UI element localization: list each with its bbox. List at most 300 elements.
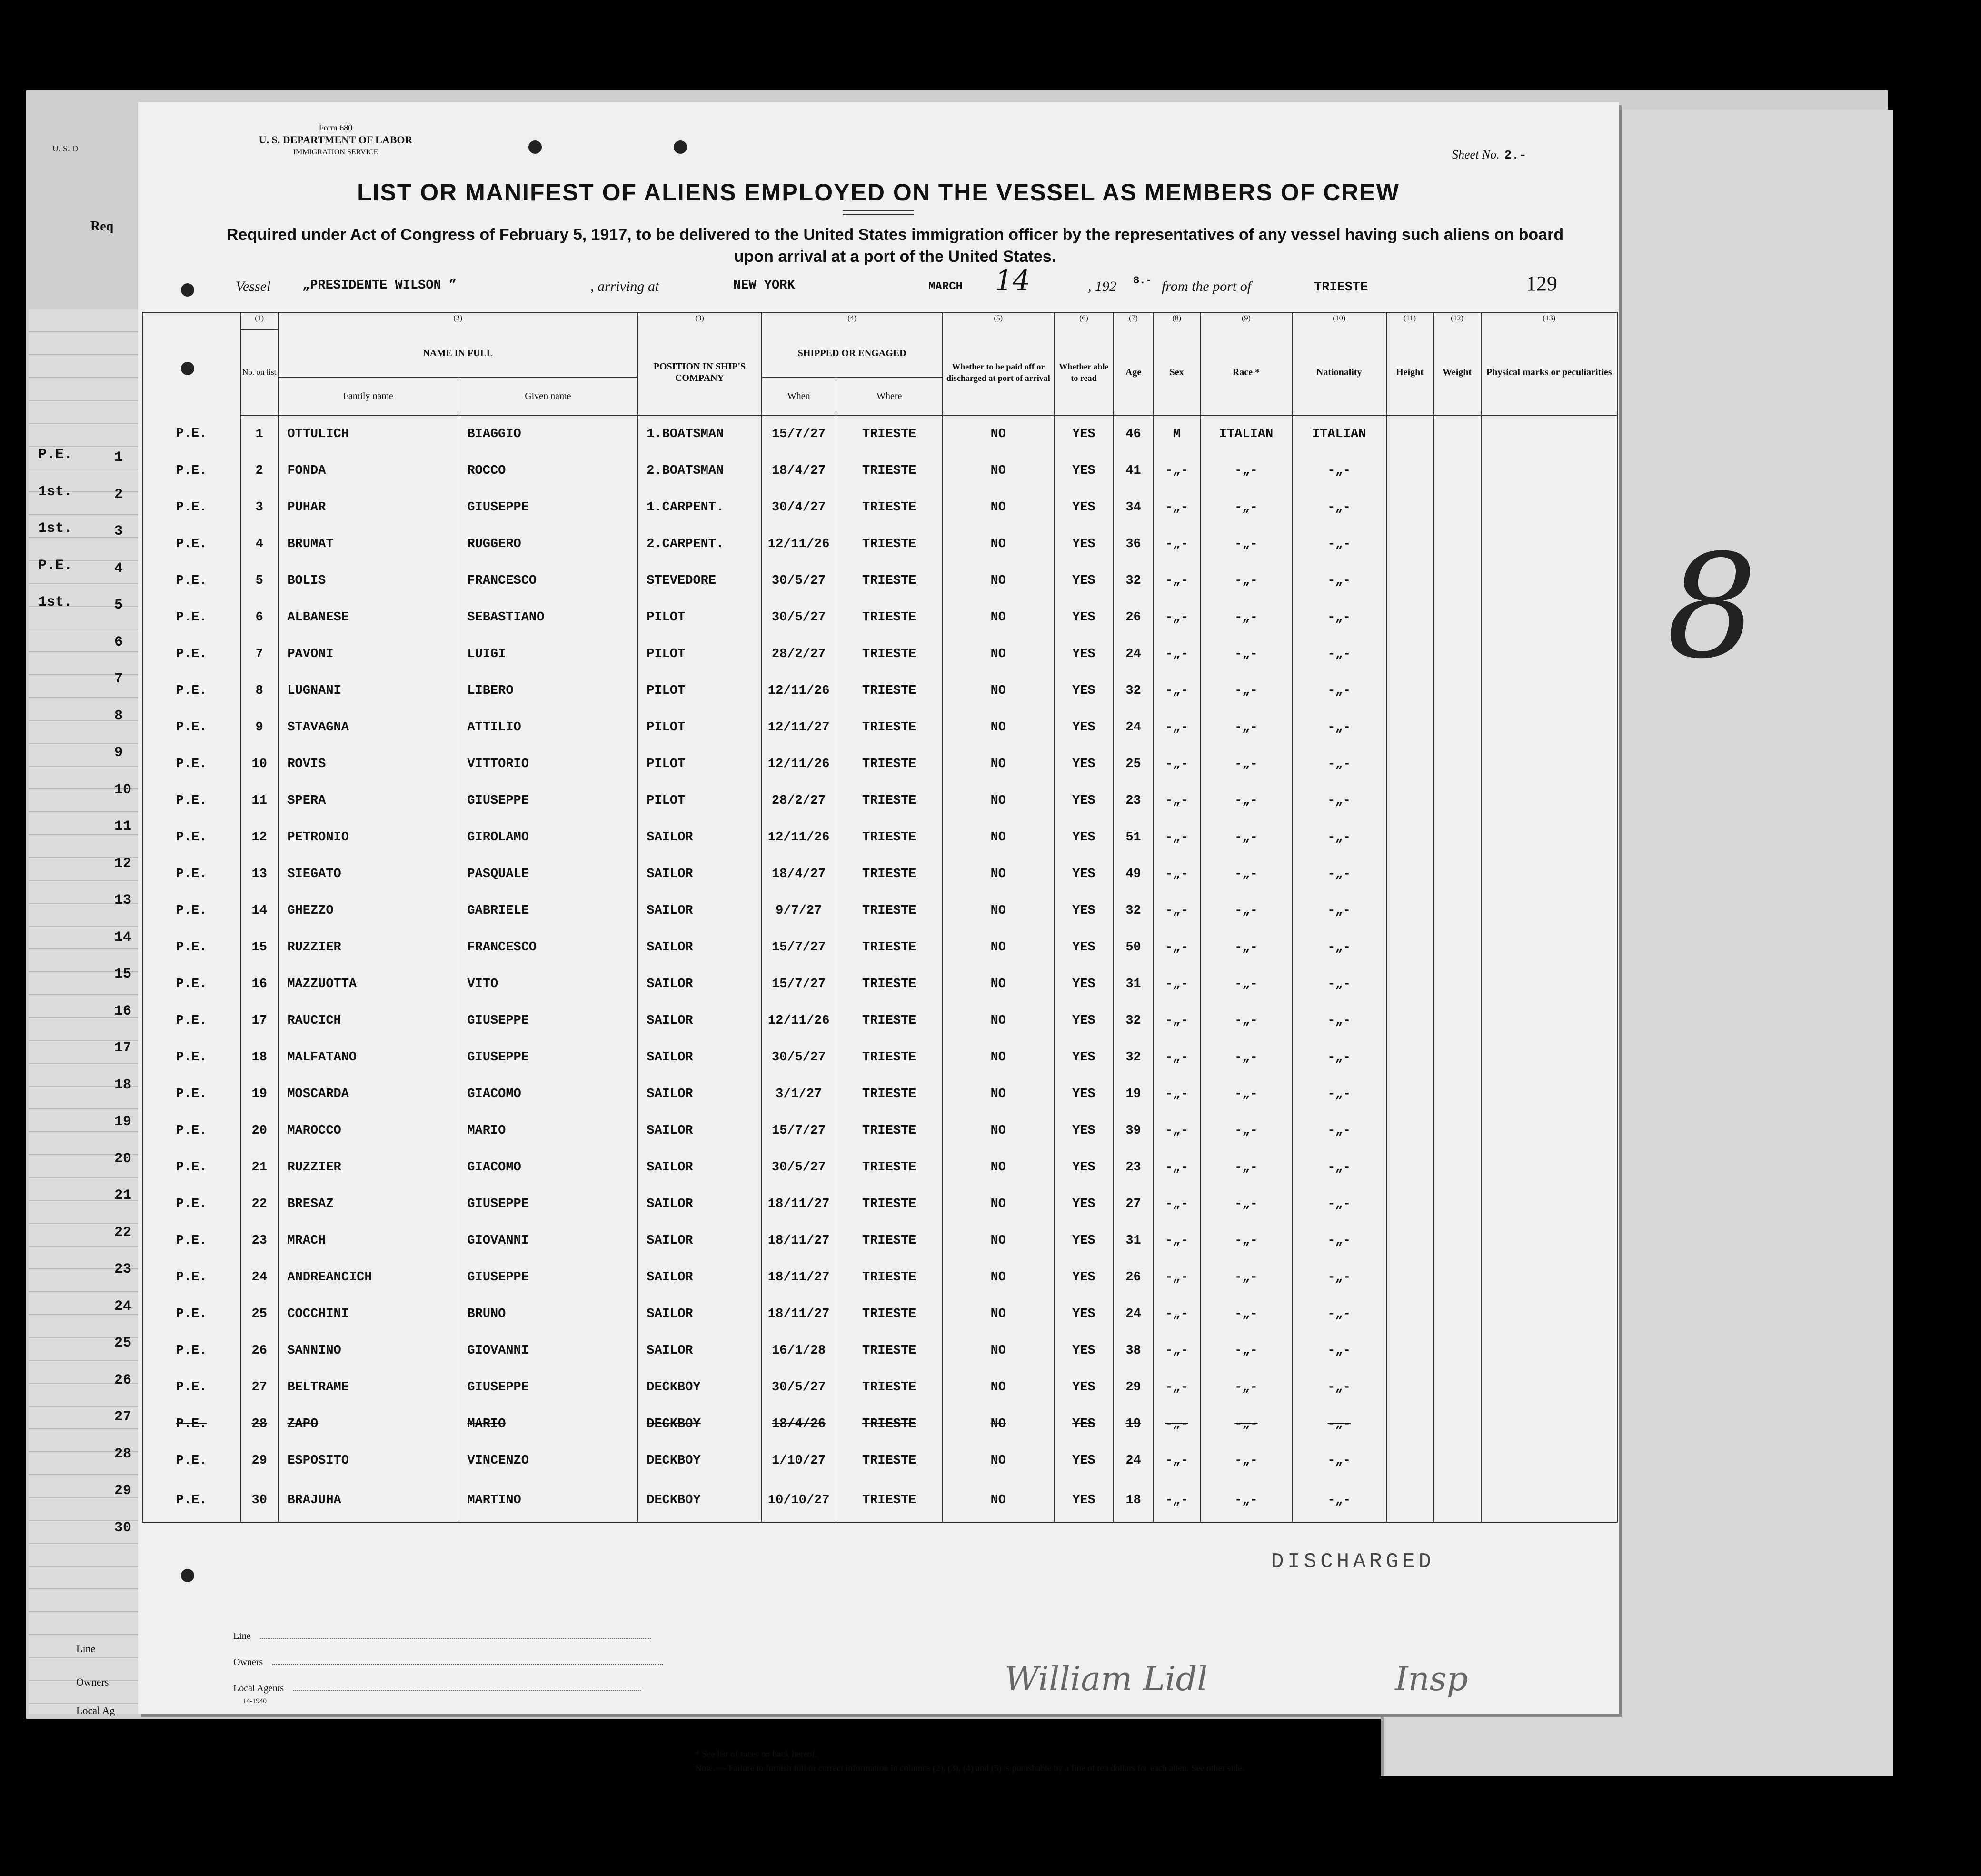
table-row [142, 1259, 1617, 1296]
race-cell: -„- [1200, 1149, 1292, 1186]
family-name-cell: ANDREANCICH [278, 1259, 458, 1296]
sex-cell: -„- [1153, 562, 1200, 599]
paid-off-cell: NO [943, 526, 1054, 562]
sex-cell: -„- [1153, 1332, 1200, 1369]
paid-off-cell: NO [943, 1039, 1054, 1076]
left-strip-row [29, 733, 152, 771]
shipped-where-cell: TRIESTE [836, 1186, 943, 1222]
row-tag-cell: P.E. [142, 709, 240, 746]
row-tag-cell: P.E. [142, 562, 240, 599]
row-number-cell: 18 [240, 1039, 278, 1076]
sex-header: Sex [1153, 329, 1200, 415]
position-cell: PILOT [637, 709, 761, 746]
given-name-cell: SEBASTIANO [458, 599, 637, 636]
sex-cell: -„- [1153, 1442, 1200, 1479]
race-cell: -„- [1200, 966, 1292, 1002]
age-cell: 32 [1114, 1039, 1153, 1076]
able-to-read-cell: YES [1054, 672, 1114, 709]
family-name-cell: OTTULICH [278, 415, 458, 452]
nationality-cell: -„- [1292, 526, 1386, 562]
row-tag-cell: P.E. [142, 599, 240, 636]
left-strip-number: 2 [114, 486, 123, 503]
punch-hole [528, 140, 542, 154]
height-cell [1386, 746, 1433, 782]
punch-hole [674, 140, 687, 154]
nationality-cell: -„- [1292, 929, 1386, 966]
left-strip-number: 15 [114, 966, 132, 982]
weight-cell [1433, 1076, 1481, 1112]
left-strip-row [29, 1250, 152, 1288]
shipped-where-cell: TRIESTE [836, 929, 943, 966]
race-cell: -„- [1200, 452, 1292, 489]
left-strip-number: 29 [114, 1483, 132, 1499]
able-to-read-cell: YES [1054, 1149, 1114, 1186]
paid-off-cell: NO [943, 819, 1054, 856]
left-strip-row [29, 955, 152, 993]
shipped-where-cell: TRIESTE [836, 819, 943, 856]
nationality-cell: -„- [1292, 636, 1386, 672]
position-cell: SAILOR [637, 929, 761, 966]
row-number-cell: 2 [240, 452, 278, 489]
row-tag-cell: P.E. [142, 892, 240, 929]
title-ornament [843, 210, 914, 215]
weight-cell [1433, 599, 1481, 636]
row-tag-cell: P.E. [142, 1332, 240, 1369]
paid-off-header: Whether to be paid off or discharged at port of arrival [943, 329, 1054, 415]
height-cell [1386, 415, 1433, 452]
row-tag-cell: P.E. [142, 415, 240, 452]
crew-manifest-table [142, 312, 1618, 1523]
height-cell [1386, 1186, 1433, 1222]
shipped-when-cell: 30/5/27 [762, 1149, 836, 1186]
shipped-where-cell: TRIESTE [836, 599, 943, 636]
physical-marks-cell [1481, 819, 1618, 856]
left-strip-row [29, 844, 152, 882]
race-cell: -„- [1200, 782, 1292, 819]
handwritten-mark: 8 [1666, 524, 1757, 690]
paid-off-cell: NO [943, 1296, 1054, 1332]
row-tag-cell: P.E. [142, 819, 240, 856]
sex-cell: -„- [1153, 1149, 1200, 1186]
row-number-cell: 22 [240, 1186, 278, 1222]
left-strip-row [29, 1102, 152, 1140]
nationality-cell: -„- [1292, 782, 1386, 819]
nationality-cell: -„- [1292, 672, 1386, 709]
sex-cell: -„- [1153, 599, 1200, 636]
shipped-when-cell: 12/11/26 [762, 672, 836, 709]
sex-cell: -„- [1153, 819, 1200, 856]
physical-marks-cell [1481, 599, 1618, 636]
nationality-cell: -„- [1292, 1406, 1386, 1442]
row-number-cell: 4 [240, 526, 278, 562]
age-cell: 24 [1114, 1442, 1153, 1479]
left-strip-row [29, 512, 152, 550]
nationality-cell: ITALIAN [1292, 415, 1386, 452]
given-name-cell: MARIO [458, 1406, 637, 1442]
able-to-read-cell: YES [1054, 636, 1114, 672]
race-cell: -„- [1200, 599, 1292, 636]
race-header: Race * [1200, 329, 1292, 415]
family-name-cell: PAVONI [278, 636, 458, 672]
footer-owners [233, 1657, 663, 1668]
left-strip-number: 17 [114, 1040, 132, 1056]
able-to-read-cell: YES [1054, 1442, 1114, 1479]
height-cell [1386, 966, 1433, 1002]
race-cell: ITALIAN [1200, 415, 1292, 452]
family-name-cell: PETRONIO [278, 819, 458, 856]
shipped-where-cell: TRIESTE [836, 709, 943, 746]
given-name-cell: LIBERO [458, 672, 637, 709]
left-strip-mark: 1st. [38, 594, 73, 610]
left-strip-row [29, 659, 152, 698]
arriving-label: , arriving at [590, 279, 659, 294]
race-cell: -„- [1200, 489, 1292, 526]
weight-cell [1433, 1332, 1481, 1369]
paid-off-cell: NO [943, 452, 1054, 489]
left-strip-row [29, 1397, 152, 1436]
left-strip-owners: Owners [76, 1676, 109, 1688]
physical-marks-cell [1481, 1259, 1618, 1296]
row-number-cell: 29 [240, 1442, 278, 1479]
physical-marks-cell [1481, 1442, 1618, 1479]
left-strip-number: 28 [114, 1446, 132, 1462]
age-cell: 51 [1114, 819, 1153, 856]
position-cell: SAILOR [637, 1222, 761, 1259]
left-strip-row [29, 438, 152, 476]
race-cell: -„- [1200, 1222, 1292, 1259]
col-num-4: (4) [762, 312, 943, 329]
able-to-read-cell: YES [1054, 1369, 1114, 1406]
left-strip-row [29, 1361, 152, 1399]
physical-marks-cell [1481, 966, 1618, 1002]
age-cell: 38 [1114, 1332, 1153, 1369]
age-cell: 18 [1114, 1479, 1153, 1522]
shipped-where-cell: TRIESTE [836, 856, 943, 892]
race-cell: -„- [1200, 1406, 1292, 1442]
physical-marks-cell [1481, 782, 1618, 819]
row-number-cell: 12 [240, 819, 278, 856]
position-cell: DECKBOY [637, 1479, 761, 1522]
row-tag-cell: P.E. [142, 1076, 240, 1112]
row-tag-cell: P.E. [142, 1112, 240, 1149]
height-cell [1386, 1076, 1433, 1112]
weight-cell [1433, 1112, 1481, 1149]
able-to-read-cell: YES [1054, 1039, 1114, 1076]
sex-cell: M [1153, 415, 1200, 452]
sex-cell: -„- [1153, 1406, 1200, 1442]
sex-cell: -„- [1153, 1369, 1200, 1406]
punch-hole [181, 283, 194, 297]
from-label: from the port of [1162, 279, 1252, 294]
age-cell: 41 [1114, 452, 1153, 489]
physical-marks-cell [1481, 526, 1618, 562]
left-strip-number: 4 [114, 560, 123, 577]
arriving-port: NEW YORK [733, 279, 795, 293]
family-name-cell: GHEZZO [278, 892, 458, 929]
paid-off-cell: NO [943, 929, 1054, 966]
row-tag-cell: P.E. [142, 782, 240, 819]
race-cell: -„- [1200, 1002, 1292, 1039]
age-cell: 24 [1114, 709, 1153, 746]
left-strip-number: 22 [114, 1224, 132, 1241]
physical-marks-header: Physical marks or peculiarities [1481, 329, 1618, 415]
paid-off-cell: NO [943, 709, 1054, 746]
position-cell: STEVEDORE [637, 562, 761, 599]
left-strip-row [29, 770, 152, 808]
height-cell [1386, 709, 1433, 746]
row-tag-cell: P.E. [142, 1259, 240, 1296]
form-header [236, 121, 436, 159]
weight-cell [1433, 929, 1481, 966]
left-strip-row [29, 807, 152, 845]
shipped-when-cell: 18/4/27 [762, 856, 836, 892]
shipped-where-cell: TRIESTE [836, 1442, 943, 1479]
race-cell: -„- [1200, 1442, 1292, 1479]
race-cell: -„- [1200, 929, 1292, 966]
shipped-where-cell: TRIESTE [836, 489, 943, 526]
height-cell [1386, 1442, 1433, 1479]
given-name-cell: LUIGI [458, 636, 637, 672]
row-tag-cell: P.E. [142, 1222, 240, 1259]
paid-off-cell: NO [943, 1149, 1054, 1186]
weight-cell [1433, 1369, 1481, 1406]
nationality-cell: -„- [1292, 892, 1386, 929]
shipped-when-cell: 18/4/27 [762, 452, 836, 489]
footer-line-label: Line [233, 1631, 251, 1641]
weight-cell [1433, 782, 1481, 819]
family-name-cell: STAVAGNA [278, 709, 458, 746]
position-cell: SAILOR [637, 1186, 761, 1222]
physical-marks-cell [1481, 1149, 1618, 1186]
left-strip-mark: 1st. [38, 483, 73, 500]
position-cell: PILOT [637, 636, 761, 672]
height-cell [1386, 1296, 1433, 1332]
able-to-read-cell: YES [1054, 819, 1114, 856]
shipped-where-cell: TRIESTE [836, 562, 943, 599]
position-cell: 1.BOATSMAN [637, 415, 761, 452]
able-to-read-cell: YES [1054, 1076, 1114, 1112]
row-number-cell: 16 [240, 966, 278, 1002]
row-number-cell: 7 [240, 636, 278, 672]
table-row [142, 1479, 1617, 1522]
col-num-6: (6) [1054, 312, 1114, 329]
age-cell: 24 [1114, 1296, 1153, 1332]
shipped-when-cell: 1/10/27 [762, 1442, 836, 1479]
height-cell [1386, 1112, 1433, 1149]
given-name-cell: RUGGERO [458, 526, 637, 562]
sex-cell: -„- [1153, 1222, 1200, 1259]
row-number-cell: 8 [240, 672, 278, 709]
age-cell: 23 [1114, 782, 1153, 819]
paid-off-cell: NO [943, 1332, 1054, 1369]
table-row [142, 489, 1617, 526]
height-cell [1386, 929, 1433, 966]
able-to-read-cell: YES [1054, 1296, 1114, 1332]
row-number-cell: 23 [240, 1222, 278, 1259]
shipped-where-cell: TRIESTE [836, 526, 943, 562]
race-cell: -„- [1200, 636, 1292, 672]
given-name-cell: GIOVANNI [458, 1332, 637, 1369]
family-name-cell: BRAJUHA [278, 1479, 458, 1522]
given-name-cell: GIOVANNI [458, 1222, 637, 1259]
table-row [142, 1002, 1617, 1039]
paid-off-cell: NO [943, 599, 1054, 636]
footer-local-agents-label: Local Agents [233, 1683, 284, 1694]
physical-marks-cell [1481, 1076, 1618, 1112]
row-number-cell: 27 [240, 1369, 278, 1406]
race-cell: -„- [1200, 672, 1292, 709]
footer-notes [695, 1747, 1576, 1776]
paid-off-cell: NO [943, 636, 1054, 672]
row-number-cell: 5 [240, 562, 278, 599]
row-tag-cell: P.E. [142, 1296, 240, 1332]
age-cell: 39 [1114, 1112, 1153, 1149]
able-to-read-cell: YES [1054, 562, 1114, 599]
paid-off-cell: NO [943, 1369, 1054, 1406]
physical-marks-cell [1481, 1406, 1618, 1442]
shipped-when-cell: 10/10/27 [762, 1479, 836, 1522]
position-cell: SAILOR [637, 819, 761, 856]
left-strip-mark: P.E. [38, 557, 73, 574]
left-strip-number: 14 [114, 929, 132, 946]
height-cell [1386, 1002, 1433, 1039]
row-tag-cell: P.E. [142, 526, 240, 562]
left-strip-number: 21 [114, 1187, 132, 1204]
height-cell [1386, 819, 1433, 856]
age-cell: 36 [1114, 526, 1153, 562]
able-to-read-cell: YES [1054, 966, 1114, 1002]
left-strip-number: 8 [114, 708, 123, 724]
able-to-read-cell: YES [1054, 1332, 1114, 1369]
nationality-cell: -„- [1292, 966, 1386, 1002]
given-name-cell: GIUSEPPE [458, 1039, 637, 1076]
col-num-3: (3) [637, 312, 761, 329]
given-name-cell: GIUSEPPE [458, 782, 637, 819]
height-cell [1386, 856, 1433, 892]
table-row [142, 1076, 1617, 1112]
position-cell: SAILOR [637, 892, 761, 929]
weight-cell [1433, 1442, 1481, 1479]
left-strip-number: 19 [114, 1114, 132, 1130]
row-number-cell: 24 [240, 1259, 278, 1296]
height-cell [1386, 1259, 1433, 1296]
left-strip-number: 1 [114, 449, 123, 466]
family-name-cell: BRUMAT [278, 526, 458, 562]
given-name-cell: GIROLAMO [458, 819, 637, 856]
paid-off-cell: NO [943, 1222, 1054, 1259]
race-cell: -„- [1200, 892, 1292, 929]
able-to-read-header: Whether able to read [1054, 329, 1114, 415]
footer-line-blank [260, 1638, 651, 1639]
race-cell: -„- [1200, 1332, 1292, 1369]
race-note: * See list of races on back hereof. [695, 1749, 817, 1759]
sex-cell: -„- [1153, 966, 1200, 1002]
weight-cell [1433, 1296, 1481, 1332]
nationality-cell: -„- [1292, 746, 1386, 782]
row-number-cell: 14 [240, 892, 278, 929]
able-to-read-cell: YES [1054, 929, 1114, 966]
left-strip-row [29, 1287, 152, 1325]
physical-marks-cell [1481, 856, 1618, 892]
row-number-cell: 26 [240, 1332, 278, 1369]
able-to-read-cell: YES [1054, 746, 1114, 782]
nationality-cell: -„- [1292, 1149, 1386, 1186]
family-name-cell: SPERA [278, 782, 458, 819]
age-cell: 24 [1114, 636, 1153, 672]
weight-cell [1433, 415, 1481, 452]
shipped-where-cell: TRIESTE [836, 1259, 943, 1296]
given-name-cell: GIUSEPPE [458, 1369, 637, 1406]
able-to-read-cell: YES [1054, 782, 1114, 819]
vessel-label: Vessel [236, 279, 271, 294]
left-strip-dept: U. S. D [52, 144, 79, 153]
row-tag-cell: P.E. [142, 1369, 240, 1406]
family-name-cell: RUZZIER [278, 1149, 458, 1186]
family-name-cell: LUGNANI [278, 672, 458, 709]
weight-cell [1433, 1149, 1481, 1186]
when-header: When [762, 377, 836, 415]
family-name-cell: MALFATANO [278, 1039, 458, 1076]
table-row [142, 1222, 1617, 1259]
left-strip-number: 20 [114, 1150, 132, 1167]
position-cell: 2.BOATSMAN [637, 452, 761, 489]
age-cell: 19 [1114, 1406, 1153, 1442]
position-cell: SAILOR [637, 1039, 761, 1076]
left-strip-row [29, 623, 152, 661]
physical-marks-cell [1481, 1039, 1618, 1076]
shipped-when-cell: 18/11/27 [762, 1186, 836, 1222]
table-row [142, 672, 1617, 709]
able-to-read-cell: YES [1054, 599, 1114, 636]
able-to-read-cell: YES [1054, 892, 1114, 929]
shipped-where-cell: TRIESTE [836, 1369, 943, 1406]
weight-cell [1433, 452, 1481, 489]
nationality-cell: -„- [1292, 856, 1386, 892]
left-strip-row [29, 475, 152, 513]
arrival-month: MARCH [928, 280, 963, 293]
shipped-when-cell: 30/4/27 [762, 489, 836, 526]
shipped-where-cell: TRIESTE [836, 415, 943, 452]
able-to-read-cell: YES [1054, 489, 1114, 526]
able-to-read-cell: YES [1054, 526, 1114, 562]
col-num-11: (11) [1386, 312, 1433, 329]
paid-off-cell: NO [943, 1076, 1054, 1112]
shipped-when-cell: 15/7/27 [762, 415, 836, 452]
shipped-when-cell: 18/11/27 [762, 1296, 836, 1332]
able-to-read-cell: YES [1054, 1112, 1114, 1149]
height-cell [1386, 452, 1433, 489]
given-name-cell: VINCENZO [458, 1442, 637, 1479]
row-number-cell: 10 [240, 746, 278, 782]
nationality-cell: -„- [1292, 452, 1386, 489]
family-name-cell: SIEGATO [278, 856, 458, 892]
nationality-cell: -„- [1292, 1332, 1386, 1369]
left-strip-row [29, 992, 152, 1030]
crew-rows [142, 415, 1617, 1522]
physical-marks-cell [1481, 1186, 1618, 1222]
row-number-cell: 21 [240, 1149, 278, 1186]
row-number-cell: 13 [240, 856, 278, 892]
given-name-cell: PASQUALE [458, 856, 637, 892]
height-cell [1386, 562, 1433, 599]
tag-header [142, 312, 240, 415]
nationality-cell: -„- [1292, 1002, 1386, 1039]
service: IMMIGRATION SERVICE [293, 148, 378, 156]
given-name-cell: ROCCO [458, 452, 637, 489]
left-strip-local: Local Ag [76, 1705, 115, 1716]
table-row [142, 1149, 1617, 1186]
paid-off-cell: NO [943, 672, 1054, 709]
